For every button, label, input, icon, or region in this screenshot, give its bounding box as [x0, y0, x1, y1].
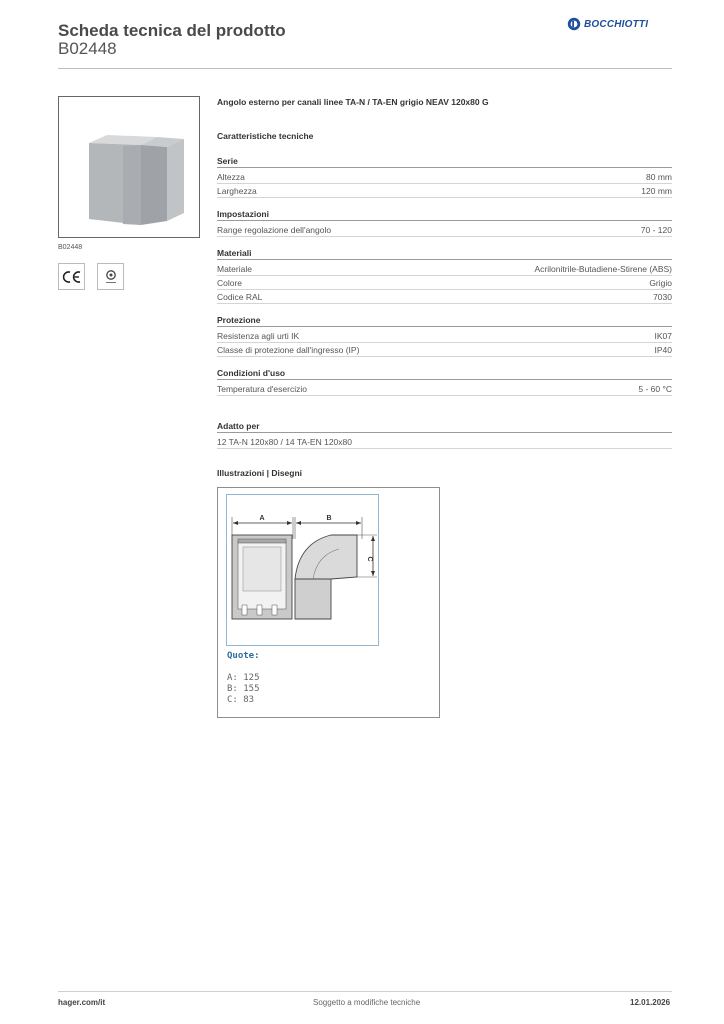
product-code: B02448 — [58, 39, 117, 58]
spec-group-heading: Materiali — [217, 248, 672, 260]
technical-drawing — [226, 494, 379, 646]
spec-value: 70 - 120 — [640, 225, 672, 235]
footer-note: Soggetto a modifiche tecniche — [313, 998, 421, 1007]
adapted-row — [217, 434, 672, 449]
spec-value: 120 mm — [641, 186, 672, 196]
specs-heading: Caratteristiche tecniche — [217, 131, 314, 141]
dimension-drawing — [227, 495, 378, 645]
spec-value: 7030 — [653, 292, 672, 302]
spec-row — [217, 289, 672, 304]
spec-value: IK07 — [654, 331, 672, 341]
spec-value: Acrilonitrile-Butadiene-Stirene (ABS) — [534, 264, 672, 274]
quote-c: C: 83 — [227, 695, 255, 705]
spec-label: Larghezza — [217, 186, 257, 196]
spec-label: Codice RAL — [217, 292, 263, 302]
spec-label: Classe di protezione dall'ingresso (IP) — [217, 345, 360, 355]
adapted-heading: Adatto per — [217, 421, 672, 433]
spec-row — [217, 381, 672, 396]
spec-value: Grigio — [649, 278, 672, 288]
spec-group-heading: Condizioni d'uso — [217, 368, 672, 380]
spec-group-heading: Impostazioni — [217, 209, 672, 221]
spec-row — [217, 261, 672, 276]
footer-divider — [58, 991, 672, 992]
spec-row — [217, 169, 672, 184]
adapted-value: 12 TA-N 120x80 / 14 TA-EN 120x80 — [217, 437, 352, 447]
footer-date: 12.01.2026 — [630, 998, 671, 1007]
imq-mark-icon — [102, 268, 120, 286]
product-image — [59, 97, 199, 237]
brand-logo-icon — [567, 17, 581, 31]
spec-label: Materiale — [217, 264, 252, 274]
brand-logo — [567, 15, 659, 33]
dim-label-a: A — [259, 515, 265, 522]
product-photo — [58, 96, 200, 238]
spec-label: Range regolazione dell'angolo — [217, 225, 332, 235]
spec-label: Altezza — [217, 172, 245, 182]
brand-name: BOCCHIOTTI — [584, 18, 649, 30]
spec-row — [217, 328, 672, 343]
spec-label: Colore — [217, 278, 243, 288]
spec-row — [217, 275, 672, 290]
illustrations-heading: Illustrazioni | Disegni — [217, 468, 303, 478]
spec-value: 5 - 60 °C — [638, 384, 672, 394]
dim-label-c: C — [366, 556, 373, 562]
product-title: Angolo esterno per canali linee TA-N / TA-EN grigio NEAV 120x80 G — [217, 97, 489, 107]
quote-b: B: 155 — [227, 684, 260, 694]
spec-row — [217, 183, 672, 198]
footer-website-link[interactable]: hager.com/it — [58, 998, 106, 1007]
spec-group-heading: Serie — [217, 156, 672, 168]
quotes-heading: Quote: — [227, 651, 260, 661]
page-title: Scheda tecnica del prodotto — [58, 21, 286, 40]
photo-caption: B02448 — [58, 244, 83, 251]
ce-mark — [58, 263, 85, 290]
ce-mark-icon — [61, 270, 83, 284]
spec-group-heading: Protezione — [217, 315, 672, 327]
spec-row — [217, 222, 672, 237]
spec-label: Temperatura d'esercizio — [217, 384, 307, 394]
imq-mark — [97, 263, 124, 290]
spec-value: 80 mm — [646, 172, 672, 182]
quote-a: A: 125 — [227, 673, 260, 683]
spec-value: IP40 — [654, 345, 672, 355]
spec-label: Resistenza agli urti IK — [217, 331, 300, 341]
spec-row — [217, 342, 672, 357]
header-divider — [58, 68, 672, 69]
dim-label-b: B — [326, 515, 332, 522]
